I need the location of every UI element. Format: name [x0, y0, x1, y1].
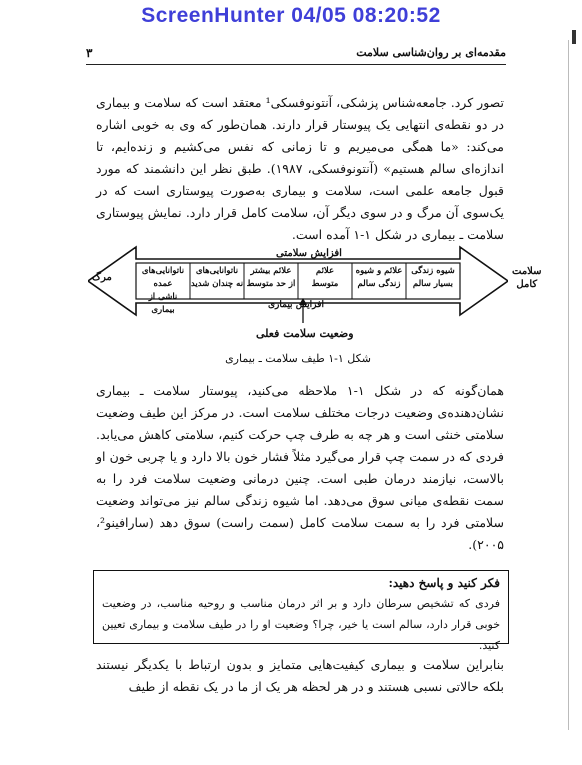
- running-head: [86, 46, 506, 64]
- illness-increase-label: افزایش بیماری: [268, 300, 324, 310]
- spectrum-cell-moderate: علائم متوسط: [311, 266, 339, 289]
- think-box-heading: فکر کنید و پاسخ دهید:: [388, 576, 500, 590]
- think-box-text: فردی که تشخیص سرطان دارد و بر اثر درمان مناسب و روحیه مناسب، در وضعیت خوبی قرار دارد، سالم است یا خیر، چرا؟ وضعیت او را در طیف سلامت و بیماری تعیین کنید.: [102, 597, 500, 652]
- screenhunter-watermark: ScreenHunter 04/05 08:20:52: [141, 4, 441, 27]
- death-end-label: مرگ: [92, 272, 112, 283]
- figure-caption: شکل ۱-۱ طیف سلامت ـ بیماری: [225, 352, 371, 365]
- spectrum-cell-major-disability: ناتوانایی‌های عمده ناشی از بیماری: [141, 266, 185, 315]
- paragraph-1: تصور کرد. جامعه‌شناس پزشکی، آنتونوفسکی¹ معتقد است که سلامت و بیماری در دو نقطه‌ی انتهایی یک پیوستار قرار دارند. همان‌طور که وی به خوبی اشاره می‌کند: «ما همگی می‌میریم و تا زمانی که نفس می‌کشیم و زنده‌ایم، تا اندازه‌ای سالم هستیم» (آنتونوفسکی، ۱۹۸۷). طبق نظر این دانشمند که مورد قبول جامعه علمی است، سلامت و بیماری به‌صورت پیوستاری است که در یک‌سوی آن مرگ و در سوی دیگر آن، سلامت کامل قرار دارد. نمایش پیوستاری سلامت ـ بیماری در شکل ۱-۱ آمده است.: [96, 95, 504, 242]
- health-increase-label: افزایش سلامتی: [276, 248, 342, 259]
- scan-edge-line: [568, 40, 569, 730]
- full-health-end-label: سلامت کامل: [512, 266, 542, 290]
- spectrum-cell-mild-disability: ناتوانایی‌های نه چندان شدید: [190, 266, 244, 289]
- spectrum-cell-very-healthy: شیوه زندگی بسیار سالم: [411, 266, 455, 289]
- running-head-rule: [86, 64, 506, 65]
- running-head-title: مقدمه‌ای بر روان‌شناسی سلامت: [356, 46, 506, 59]
- spectrum-cell-above-moderate: علائم بیشتر از حد متوسط: [246, 266, 296, 289]
- scan-edge-mark: [572, 30, 576, 44]
- spectrum-cell-healthy: علائم و شیوه زندگی سالم: [355, 266, 403, 289]
- paragraph-3: بنابراین سلامت و بیماری کیفیت‌هایی متمایز و بدون ارتباط با یکدیگر نیستند بلکه حالاتی نسبی هستند و در هر لحظه هر یک از ما در یک نقطه از طیف: [96, 657, 504, 694]
- paragraph-2: همان‌گونه که در شکل ۱-۱ ملاحظه می‌کنید، پیوستار سلامت ـ بیماری نشان‌دهنده‌ی وضعیت درجات مختلف سلامت است. در مرکز این طیف وضعیت سلامتی خنثی است و هر چه به طرف چپ حرکت کنیم، سلامتی کاهش می‌یابد. فردی که در سمت چپ قرار می‌گیرد مثلاً فشار خون بالا دارد و یا چربی خون او بالاست، نیازمند درمان طبی است. چنین درمانی وضعیت سلامت فرد را به سمت نقطه‌ی میانی سوق می‌دهد. اما شیوه زندگی سالم نیز می‌تواند وضعیت سلامتی فرد را به سمت سلامت کامل (سمت راست) سوق دهد (سارافینو²، ۲۰۰۵).: [96, 383, 504, 552]
- health-illness-continuum-figure: [88, 243, 542, 353]
- think-and-answer-box: [93, 570, 509, 652]
- page-number: ۳: [86, 46, 93, 60]
- current-status-label: وضعیت سلامت فعلی: [256, 327, 354, 340]
